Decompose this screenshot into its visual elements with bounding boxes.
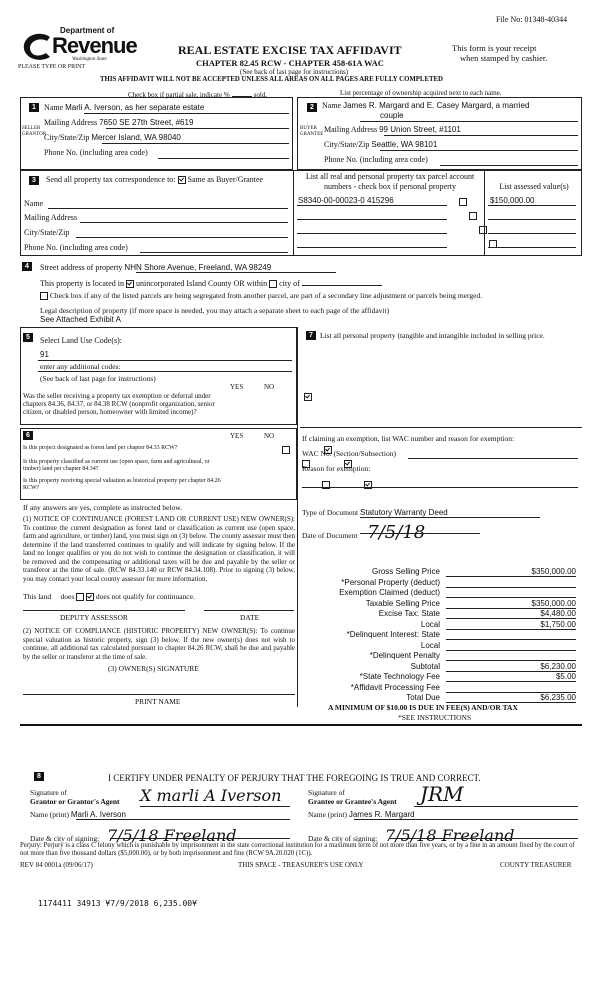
- assessed-value[interactable]: $150,000.00: [490, 196, 535, 205]
- personal-property-checkbox-1[interactable]: [459, 198, 467, 206]
- seller-side-label: SELLER GRANTOR: [22, 126, 47, 137]
- does-qualify-checkbox[interactable]: [76, 593, 84, 601]
- deputy-assessor-label: DEPUTY ASSESSOR: [60, 613, 128, 622]
- segregated-checkbox[interactable]: [40, 292, 48, 300]
- grantee-date-city: 7/5/18 Freeland: [385, 826, 515, 845]
- form-subtitle: CHAPTER 82.45 RCW - CHAPTER 458-61A WAC: [196, 58, 384, 68]
- same-as-buyer-checkbox[interactable]: [178, 176, 186, 184]
- s3-phone[interactable]: Phone No. (including area code): [24, 243, 128, 252]
- section-1-number: 1: [29, 103, 39, 112]
- grantor-signature[interactable]: X marli A Iverson: [140, 786, 282, 805]
- buyer-name-2: couple: [380, 111, 404, 120]
- land-use-label: Select Land Use Code(s):: [40, 336, 122, 345]
- wac-label: WAC No. (Section/Subsection): [302, 449, 396, 458]
- tax-row: *State Technology Fee $5.00: [359, 672, 576, 681]
- if-yes-instructions: If any answers are yes, complete as instructed below.: [23, 503, 183, 512]
- seller-phone-row[interactable]: Phone No. (including area code): [44, 148, 148, 157]
- buyer-mail-row[interactable]: Mailing Address 99 Union Street, #1101: [324, 125, 461, 134]
- seller-mail-row[interactable]: Mailing Address 7650 SE 27th Street, #619: [44, 118, 194, 127]
- buyer-mail: 99 Union Street, #1101: [379, 125, 461, 134]
- section-5-number: 5: [23, 333, 33, 342]
- forest-land-question: Is this project designated as forest land per chapter 84.33 RCW?: [23, 445, 178, 451]
- tax-row: Local $1,750.00: [420, 619, 576, 629]
- personal-property-checkbox-4[interactable]: [489, 240, 497, 248]
- county-treasurer: COUNTY TREASURER: [500, 861, 572, 869]
- section-7-number: 7: [306, 331, 316, 340]
- current-use-question: Is this property classified as current use (open space, farm and agricultural, or timber) land per chapter 84.34?: [23, 459, 210, 472]
- grantee-signature-label: Signature of Grantee or Grantee's Agent: [308, 788, 397, 806]
- tax-row: Subtotal $6,230.00: [410, 661, 576, 671]
- assessed-header: List assessed value(s): [499, 182, 569, 191]
- doc-type-row[interactable]: Type of Document Statutory Warranty Deed: [302, 508, 448, 517]
- ownership-note: List percentage of ownership acquired next to each name.: [340, 89, 502, 97]
- grantor-print-name: Marli A. Iverson: [70, 810, 126, 819]
- notice-of-compliance: (2) NOTICE OF COMPLIANCE (HISTORIC PROPERTY) NEW OWNER(S): To continue special valuation as historic property, sign (3) below. If the new owner(s) does not wish to continue, all additional tax calculated pursuant to chapter 84.26 RCW, shall be due and payable by the seller or transferor at the time of sale.: [23, 627, 295, 661]
- tax-row: *Delinquent Interest: State: [300, 630, 582, 641]
- tax-row: *Affidavit Processing Fee: [300, 683, 582, 694]
- street-address: NHN Shore Avenue, Freeland, WA 98249: [124, 263, 272, 272]
- see-instructions: *SEE INSTRUCTIONS: [398, 713, 472, 722]
- receipt-note-1: This form is your receipt: [452, 43, 537, 53]
- legal-description[interactable]: See Attached Exhibit A: [40, 315, 121, 324]
- tax-row: Total Due $6,235.00: [406, 693, 576, 702]
- receipt-note-2: when stamped by cashier.: [460, 53, 548, 63]
- buyer-name-row[interactable]: Name James R. Margard and E. Casey Margard, a married: [322, 101, 530, 110]
- seller-name-row[interactable]: Name Marli A. Iverson, as her separate estate: [44, 103, 205, 112]
- buyer-city-row[interactable]: City/State/Zip Seattle, WA 98101: [324, 140, 438, 149]
- print-name-label: PRINT NAME: [135, 697, 181, 706]
- no-header-2: NO: [264, 432, 275, 440]
- tax-row: Exemption Claimed (deduct): [300, 588, 582, 599]
- section-3-number: 3: [29, 176, 39, 185]
- form-title: REAL ESTATE EXCISE TAX AFFIDAVIT: [178, 43, 402, 57]
- personal-property-checkbox-3[interactable]: [479, 226, 487, 234]
- revenue-swoosh-icon: [20, 31, 54, 63]
- legal-description-label: Legal description of property (if more space is needed, you may attach a separate sheet to each page of the affidavit): [40, 306, 390, 315]
- tax-row: *Delinquent Penalty: [300, 651, 582, 662]
- doc-date: 7/5/18: [367, 522, 426, 543]
- buyer-side-label: BUYER GRANTEE: [300, 126, 324, 137]
- street-row[interactable]: Street address of property NHN Shore Avenue, Freeland, WA 98249: [40, 263, 272, 272]
- warning-line: THIS AFFIDAVIT WILL NOT BE ACCEPTED UNLESS ALL AREAS ON ALL PAGES ARE FULLY COMPLETED: [100, 76, 443, 83]
- s3-name[interactable]: Name: [24, 199, 44, 208]
- seller-mail: 7650 SE 27th Street, #619: [99, 118, 194, 127]
- please-type: PLEASE TYPE OR PRINT: [18, 64, 86, 70]
- date-label: DATE: [240, 613, 260, 622]
- grantee-signature[interactable]: JRM: [420, 782, 464, 806]
- city-checkbox[interactable]: [269, 280, 277, 288]
- unincorporated-checkbox[interactable]: [126, 280, 134, 288]
- forest-yes-checkbox[interactable]: [282, 446, 290, 454]
- exemption-label: If claiming an exemption, list WAC number and reason for exemption:: [302, 434, 515, 443]
- perjury-statement: Perjury: Perjury is a class C felony which is punishable by imprisonment in the state correctional institution for a maximum term of not more than five years, or by a fine in an amount fixed by the court of not more than five thousand dollars ($5,000.00), or by both imprisonment and fine (RCW 9A.20.020 (1C)).: [20, 842, 575, 857]
- grantor-name-row[interactable]: Name (print) Marli A. Iverson: [30, 810, 126, 819]
- qualify-row: This land does does not qualify for continuance.: [23, 592, 195, 601]
- logo-dept: Department of: [60, 26, 115, 35]
- partial-sale-label: Check box if partial sale, indicate % sold.: [128, 91, 268, 99]
- tax-table: [300, 567, 582, 704]
- grantor-signature-label: Signature of Grantor or Grantor's Agent: [30, 788, 120, 806]
- no-header-1: NO: [264, 383, 275, 391]
- file-number: File No: 01348-40344: [496, 15, 568, 24]
- seller-name: Marli A. Iverson, as her separate estate: [65, 103, 205, 112]
- form-revision: REV 84 0001a (09/06/17): [20, 861, 93, 869]
- seller-city: Mercer Island, WA 98040: [91, 133, 181, 142]
- treasurer-space: THIS SPACE - TREASURER'S USE ONLY: [238, 861, 364, 869]
- see-back-note: (See back of last page for instructions): [240, 68, 349, 76]
- tax-row: Excise Tax: State $4,480.00: [378, 609, 576, 618]
- parcel-number[interactable]: S8340-00-00023-0 415296: [298, 196, 394, 205]
- personal-property-label: List all personal property (tangible and intangible included in selling price.: [320, 331, 545, 340]
- cashier-stamp: 1174411 34913 ¥7/9/2018 6,235.00¥: [38, 899, 197, 908]
- tax-row: *Personal Property (deduct): [300, 578, 582, 589]
- notice-of-continuance: (1) NOTICE OF CONTINUANCE (FOREST LAND OR CURRENT USE) NEW OWNER(S): To continue the current designation as forest land or classification as current use (open space, farm and agriculture, or timber) land, you must sign on (3) below. The county assessor must then determine if the land transferred continues to qualify and will indicate by signing below. If the land no longer qualifies or you do not wish to continue the designation or classification, it will be removed and the compensating or additional taxes will be due and payable by the seller or transferor at the time of sale. (RCW 84.33.140 or RCW 84.34.108). Prior to signing (3) below, you may contact your local county assessor for more information.: [23, 515, 295, 583]
- certify-statement: I CERTIFY UNDER PENALTY OF PERJURY THAT THE FOREGOING IS TRUE AND CORRECT.: [108, 773, 481, 783]
- segregated-row: Check box if any of the listed parcels are being segregated from another parcel, are part of a secondary line adjustment or parcels being merged.: [40, 291, 482, 300]
- section-4-number: 4: [22, 262, 32, 271]
- section-8-number: 8: [34, 772, 44, 781]
- logo-name: Revenue: [52, 33, 137, 58]
- additional-codes: enter any additional codes:: [40, 362, 121, 371]
- land-use-code[interactable]: 91: [40, 350, 49, 359]
- located-row: This property is located in unincorporated Island County OR within city of: [40, 278, 382, 288]
- yes-header-2: YES: [230, 432, 244, 440]
- doc-date-row[interactable]: Date of Document 7/5/18: [302, 522, 426, 543]
- revenue-logo: [20, 25, 137, 67]
- grantee-print-name: James R. Margard: [348, 810, 415, 819]
- owner-signature-label: (3) OWNER(S) SIGNATURE: [108, 664, 199, 673]
- personal-property-checkbox-2[interactable]: [469, 212, 477, 220]
- tax-row: Local: [300, 641, 582, 652]
- logo-state: Washington State: [72, 57, 107, 62]
- s3-city[interactable]: City/State/Zip: [24, 228, 70, 237]
- s3-mail[interactable]: Mailing Address: [24, 213, 78, 222]
- grantee-name-row[interactable]: Name (print) James R. Margard: [308, 810, 415, 819]
- correspondence-label: Send all property tax correspondence to: Same as Buyer/Grantee: [46, 175, 264, 184]
- reason-label: Reason for exemption:: [302, 464, 371, 473]
- buyer-phone-row[interactable]: Phone No. (including area code): [324, 155, 428, 164]
- section-2-number: 2: [307, 103, 317, 112]
- grantor-date-city: 7/5/18 Freeland: [107, 826, 237, 845]
- historic-question: Is this property receiving special valuation as historical property per chapter 84.26 RCW?: [23, 478, 221, 491]
- buyer-city: Seattle, WA 98101: [371, 140, 438, 149]
- minimum-fee: A MINIMUM OF $10.00 IS DUE IN FEE(S) AND/OR TAX: [328, 703, 518, 712]
- seller-city-row[interactable]: City/State/Zip Mercer Island, WA 98040: [44, 133, 181, 142]
- does-not-qualify-checkbox[interactable]: [86, 593, 94, 601]
- exemption-question: Was the seller receiving a property tax exemption or deferral under chapters 84.36, 84.37, or 84.38 RCW (nonprofit organization, senior citizen, or disabled person, homeowner with limited income)?: [23, 392, 215, 416]
- land-use-see-back: (See back of last page for instructions): [40, 374, 156, 383]
- doc-type: Statutory Warranty Deed: [360, 508, 448, 517]
- grantee-date-row[interactable]: Date & city of signing: 7/5/18 Freeland: [308, 826, 515, 845]
- yes-header-1: YES: [230, 383, 244, 391]
- tax-row: Gross Selling Price $350,000.00: [371, 567, 576, 576]
- tax-row: Taxable Selling Price $350,000.00: [365, 598, 576, 608]
- section-6-number: 6: [23, 431, 33, 440]
- parcel-header: List all real and personal property tax parcel account numbers - check box if personal property: [305, 172, 475, 191]
- buyer-name: James R. Margard and E. Casey Margard, a married: [343, 101, 530, 110]
- grantor-date-row[interactable]: Date & city of signing: 7/5/18 Freeland: [30, 826, 237, 845]
